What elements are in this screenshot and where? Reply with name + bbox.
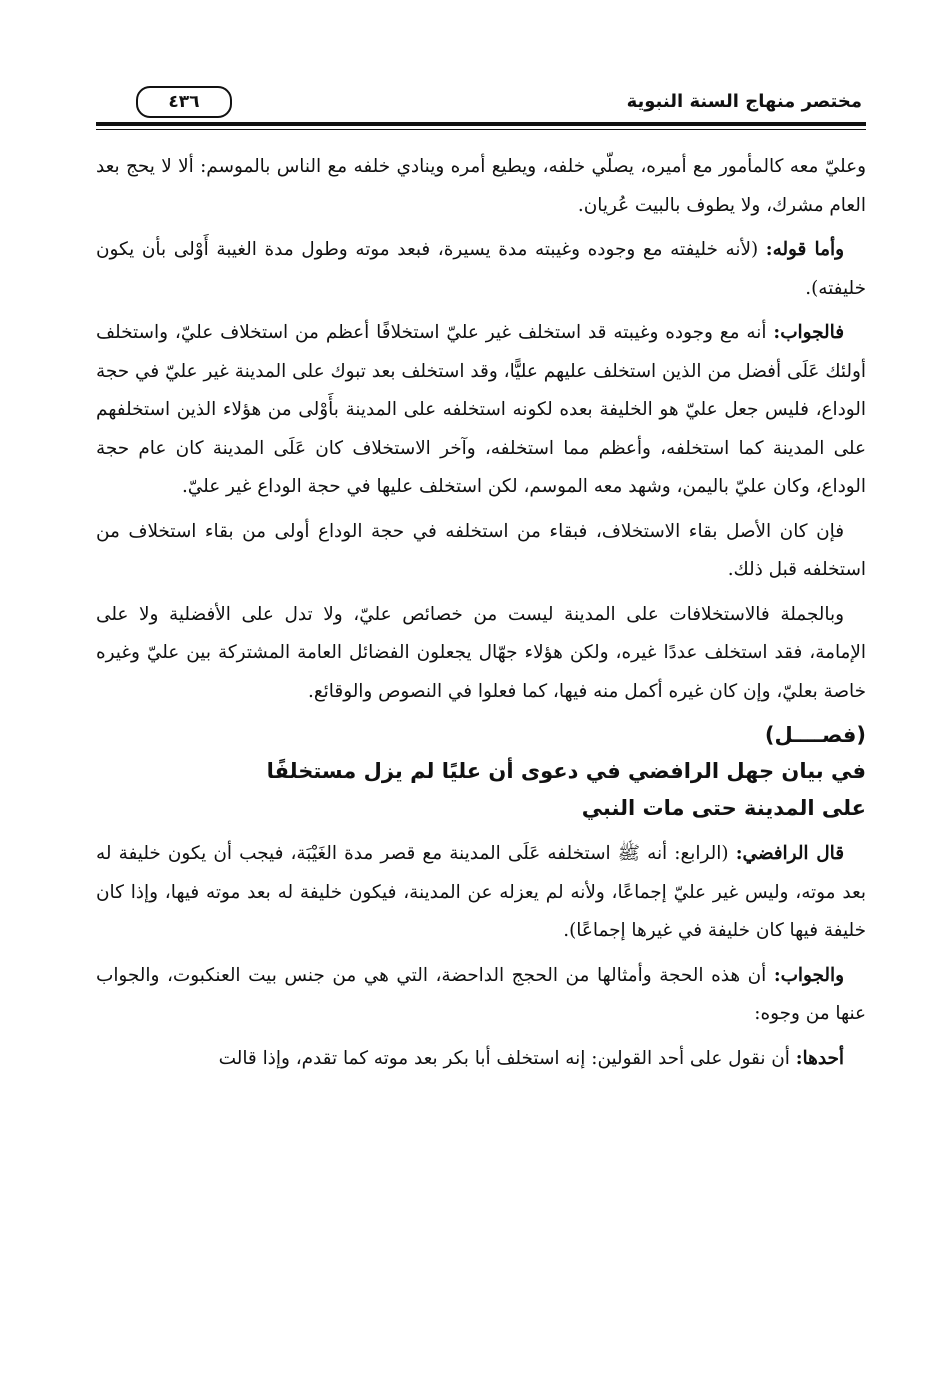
paragraph-text: أن نقول على أحد القولين: إنه استخلف أبا بكر بعد موته كما تقدم، وإذا قالت <box>218 1047 796 1069</box>
section-label: (فصــــل) <box>764 723 866 747</box>
section-heading <box>96 717 866 827</box>
page-number: ٤٣٦ <box>136 86 232 118</box>
book-page <box>96 80 866 1310</box>
page-header <box>96 80 866 126</box>
paragraph-lead: قال الرافضي: <box>735 843 844 864</box>
header-rule <box>96 129 866 130</box>
paragraph <box>96 231 866 308</box>
paragraph-text: (لأنه خليفته مع وجوده وغيبته مدة يسيرة، فبعد موته وطول مدة الغيبة أَوْلى بأن يكون خليفته). <box>96 239 866 299</box>
paragraph-lead: والجواب: <box>773 964 844 986</box>
paragraph <box>96 835 866 951</box>
paragraph-text: فإن كان الأصل بقاء الاستخلاف، فبقاء من استخلفه في حجة الوداع أولى من بقاء استخلاف من استخلفه قبل ذلك. <box>96 520 866 580</box>
section-title-line-1: في بيان جهل الرافضي في دعوى أن عليًا لم يزل مستخلفًا <box>266 759 866 783</box>
paragraph <box>96 513 866 590</box>
paragraph-text: وعليّ معه كالمأمور مع أميره، يصلّي خلفه، ويطيع أمره وينادي خلفه مع الناس بالموسم: ألا لا يحج بعد العام مشرك، ولا يطوف بالبيت عُريان. <box>96 156 866 216</box>
paragraph <box>96 596 866 712</box>
section-title-line-2: على المدينة حتى مات النبي <box>581 796 866 820</box>
paragraph <box>96 314 866 507</box>
paragraph-text: وبالجملة فالاستخلافات على المدينة ليست من خصائص عليّ، ولا تدل على الأفضلية ولا على الإمامة، فقد استخلف عددًا غيره، ولكن هؤلاء جهّال يجعلون الفضائل العامة المشتركة بين عليّ وغيره خاصة بعليّ، وإن كان غيره أكمل منه فيها، كما فعلوا في النصوص والوقائع. <box>96 603 866 702</box>
paragraph <box>96 1040 866 1079</box>
paragraph <box>96 957 866 1034</box>
paragraph-text: أن هذه الحجة وأمثالها من الحجج الداحضة، التي هي من جنس بيت العنكبوت، والجواب عنها من وجوه: <box>96 964 866 1024</box>
paragraph-text: (الرابع: أنه ﷺ استخلفه عَلَى المدينة مع قصر مدة الغَيْبَة، فيجب أن يكون خليفة له بعد موته، وليس غير عليّ إجماعًا، ولأنه لم يعزله عن المدينة، فيكون خليفة له بعد موته فيها، وإذا كان خليفة فيها كان خليفة في غيرها إجماعًا). <box>96 843 866 941</box>
paragraph-lead: أحدها: <box>795 1047 844 1069</box>
paragraph-text: أنه مع وجوده وغيبته قد استخلف غير عليّ استخلافًا أعظم من استخلاف عليّ، واستخلف أولئك عَلَى أفضل من الذين استخلف عليهم عليًّا، وقد استخلف بعد تبوك على المدينة غير عليّ في حجة الوداع، فليس جعل عليّ هو الخليفة بعده لكونه استخلفه على المدينة بأَوْلى من هؤلاء الذين استخلفهم على المدينة كما استخلفه، وأعظم مما استخلفه، وآخر الاستخلاف كان عَلَى المدينة كان عام حجة الوداع، وكان عليّ باليمن، وشهد معه الموسم، لكن استخلف عليها في حجة الوداع غير عليّ. <box>96 322 866 497</box>
paragraph <box>96 148 866 225</box>
page-body <box>96 148 866 1078</box>
paragraph-lead: فالجواب: <box>773 322 844 343</box>
running-title: مختصر منهاج السنة النبوية <box>626 91 862 112</box>
paragraph-lead: وأما قوله: <box>765 239 844 260</box>
